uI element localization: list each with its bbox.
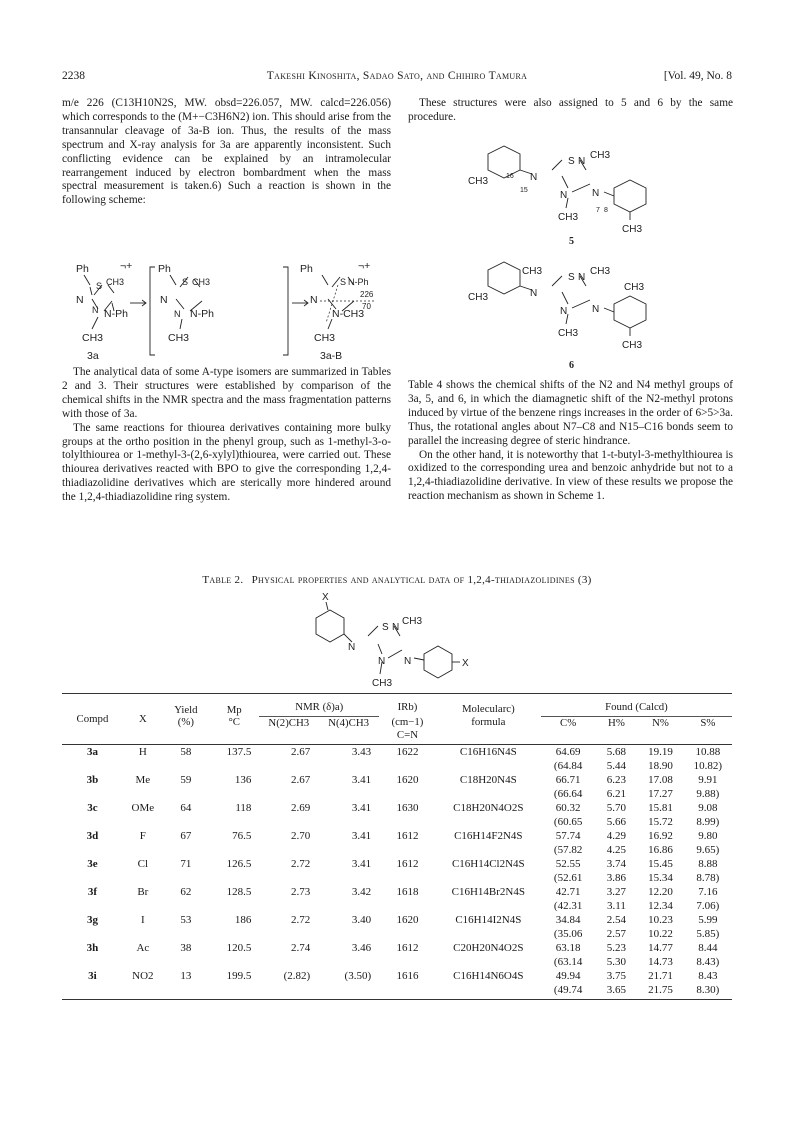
- table-bottom-rule: [62, 999, 732, 1000]
- s5-n-2: N: [578, 156, 586, 167]
- cell-compd: 3g: [86, 913, 98, 926]
- th-mp-unit: °C: [228, 716, 240, 729]
- cell-ch: 5.30: [606, 955, 627, 968]
- cell-mp: 128.5: [226, 885, 252, 898]
- cell-cc: (35.06: [553, 927, 583, 940]
- cell-n2: 2.67: [290, 773, 311, 786]
- s5-n-4: N: [592, 188, 600, 199]
- cell-cn: 21.75: [648, 983, 673, 996]
- scheme-n-5: N: [310, 294, 318, 306]
- cell-h: 3.27: [606, 885, 627, 898]
- scheme-m226: 226: [360, 290, 374, 299]
- cell-yield: 13: [180, 969, 192, 982]
- cell-n2: 2.72: [290, 857, 311, 870]
- s5-n8: 8: [604, 207, 608, 214]
- cell-x: Cl: [137, 857, 149, 870]
- cell-ir: 1618: [396, 885, 419, 898]
- table-row: [62, 941, 732, 955]
- scheme-nph-1: N-Ph: [104, 308, 128, 320]
- cell-cc: (60.65: [553, 815, 583, 828]
- cell-formula: C16H14N6O4S: [453, 969, 524, 982]
- cell-n2: 2.70: [290, 829, 311, 842]
- scheme-ph-1: Ph: [76, 263, 89, 275]
- cell-formula: C20H20N4O2S: [453, 941, 524, 954]
- s6-s: S: [568, 272, 575, 283]
- cell-compd: 3c: [87, 801, 98, 814]
- cell-mp: 120.5: [226, 941, 252, 954]
- cell-h: 5.70: [606, 801, 627, 814]
- cell-cn: 14.73: [648, 955, 673, 968]
- s6-ch3-b: CH3: [590, 266, 611, 277]
- s5-n7: 7: [596, 207, 600, 214]
- running-header: [62, 70, 732, 86]
- cell-formula: C16H16N4S: [459, 745, 517, 758]
- cell-compd: 3i: [88, 969, 97, 982]
- cell-yield: 64: [180, 801, 192, 814]
- cell-s: 10.88: [695, 745, 721, 758]
- cell-cs: 8.78): [696, 871, 720, 884]
- cell-formula: C16H14Br2N4S: [451, 885, 525, 898]
- table-2: [62, 693, 732, 1000]
- cell-cc: (52.61: [553, 871, 583, 884]
- table-row: [62, 773, 732, 787]
- cell-ch: 4.25: [606, 843, 627, 856]
- cell-yield: 38: [180, 941, 192, 954]
- scheme-ch3-4: CH3: [168, 332, 190, 344]
- cell-x: F: [139, 829, 146, 842]
- struct-s: S: [382, 622, 389, 633]
- scheme-n-1: N: [76, 294, 84, 306]
- cell-h: 5.23: [606, 941, 627, 954]
- th-c: C%: [541, 716, 596, 729]
- cell-s: 9.91: [698, 773, 718, 786]
- s5-ch3-d: CH3: [622, 224, 643, 235]
- mass-fragmentation-scheme: [62, 255, 392, 365]
- table-row-calcd: [62, 927, 732, 941]
- th-yield: Yield: [174, 704, 198, 716]
- cell-mp: 186: [234, 913, 252, 926]
- cell-n2: 2.69: [290, 801, 311, 814]
- cell-s: 9.80: [698, 829, 718, 842]
- s6-ch3-d: CH3: [622, 340, 643, 351]
- cell-cs: 9.88): [696, 787, 720, 800]
- cell-cn: 17.27: [648, 787, 673, 800]
- cell-ch: 3.86: [606, 871, 627, 884]
- cell-mp: 137.5: [226, 745, 252, 758]
- th-n4ch3: N(4)CH3: [318, 716, 379, 729]
- cell-cs: 8.99): [696, 815, 720, 828]
- cell-s: 8.44: [698, 941, 718, 954]
- cell-cs: 8.43): [696, 955, 720, 968]
- cell-s: 5.99: [698, 913, 718, 926]
- th-found: Found (Calcd): [605, 700, 668, 713]
- table-row: [62, 913, 732, 927]
- cell-h: 6.23: [606, 773, 627, 786]
- cell-cc: (49.74: [553, 983, 583, 996]
- authors: Takeshi Kinoshita, Sadao Sato, and Chihiro Tamura: [266, 70, 528, 82]
- s5-n15: 15: [520, 187, 528, 194]
- th-nmr: NMR (δ)a): [295, 700, 344, 713]
- s6-ch3-f: CH3: [624, 282, 645, 293]
- cell-s: 8.88: [698, 857, 718, 870]
- cell-c: 66.71: [555, 773, 581, 786]
- table-2-caption: Table 2. Physical properties and analytical data of 1,2,4-thiadiazolidines (3): [202, 574, 592, 586]
- table-row: [62, 744, 732, 759]
- cell-cs: 10.82): [693, 759, 723, 772]
- cell-cc: (63.14: [553, 955, 583, 968]
- cell-ir: 1616: [396, 969, 419, 982]
- cell-mp: 76.5: [232, 829, 252, 842]
- cell-n: 16.92: [648, 829, 673, 842]
- structure-6: [468, 254, 688, 372]
- scheme-label-3a-b: 3a-B: [320, 350, 343, 362]
- struct-x-right: X: [462, 658, 469, 669]
- cell-n4: 3.41: [351, 773, 372, 786]
- table-row: [62, 829, 732, 843]
- scheme-nch3: N-CH3: [332, 308, 365, 320]
- cell-n: 17.08: [648, 773, 673, 786]
- cell-c: 63.18: [555, 941, 581, 954]
- cell-cn: 10.22: [648, 927, 673, 940]
- cell-n: 10.23: [648, 913, 673, 926]
- cell-ir: 1622: [396, 745, 419, 758]
- cell-formula: C18H20N4S: [459, 773, 517, 786]
- cell-ir: 1612: [396, 941, 419, 954]
- cell-x: Ac: [136, 941, 150, 954]
- cell-c: 49.94: [555, 969, 581, 982]
- cell-n: 14.77: [648, 941, 673, 954]
- cell-x: OMe: [131, 801, 155, 814]
- cell-formula: C16H14Cl2N4S: [451, 857, 525, 870]
- scheme-radical-1: ¬+: [120, 260, 133, 272]
- table-row-calcd: [62, 983, 732, 997]
- scheme-n-4: N: [174, 309, 181, 319]
- cell-x: Me: [135, 773, 151, 786]
- cell-c: 64.69: [555, 745, 581, 758]
- cell-formula: C16H14I2N4S: [455, 913, 522, 926]
- cell-yield: 59: [180, 773, 192, 786]
- cell-s: 8.43: [698, 969, 718, 982]
- cell-n4: 3.41: [351, 801, 372, 814]
- cell-compd: 3d: [86, 829, 99, 842]
- th-n2ch3: N(2)CH3: [259, 716, 318, 729]
- cell-h: 5.68: [606, 745, 627, 758]
- th-mf2: formula: [471, 716, 506, 729]
- cell-c: 52.55: [555, 857, 581, 870]
- cell-c: 42.71: [555, 885, 581, 898]
- s6-ch3-c: CH3: [558, 328, 579, 339]
- cell-x: NO2: [132, 969, 154, 982]
- volume-info: [Vol. 49, No. 8: [663, 70, 732, 82]
- scheme-ch3-2: CH3: [82, 332, 104, 344]
- th-mp: Mp: [226, 704, 242, 716]
- s5-ch3-a: CH3: [468, 176, 489, 187]
- scheme-n-2: N: [92, 305, 99, 315]
- cell-compd: 3h: [86, 941, 99, 954]
- cell-compd: 3e: [87, 857, 98, 870]
- cell-s: 7.16: [698, 885, 718, 898]
- cell-mp: 136: [234, 773, 252, 786]
- th-mf: Molecularc): [461, 703, 515, 715]
- scheme-s-3: S: [340, 277, 347, 287]
- th-yield-unit: (%): [177, 716, 194, 729]
- cell-n: 21.71: [648, 969, 673, 982]
- scheme-label-3a: 3a: [87, 350, 99, 362]
- scheme-ch3-1: CH3: [106, 277, 125, 287]
- cell-x: I: [141, 913, 145, 926]
- s6-n-1: N: [530, 288, 538, 299]
- cell-compd: 3a: [86, 745, 98, 758]
- s5-n-1: N: [530, 172, 538, 183]
- table-row: [62, 857, 732, 871]
- cell-ch: 5.66: [606, 815, 627, 828]
- cell-ch: 3.65: [606, 983, 627, 996]
- cell-yield: 53: [180, 913, 192, 926]
- cell-ch: 5.44: [606, 759, 627, 772]
- cell-n: 15.45: [648, 857, 673, 870]
- cell-ch: 2.57: [606, 927, 627, 940]
- table-row-calcd: [62, 955, 732, 969]
- s6-ch3-e: CH3: [522, 266, 543, 277]
- cell-ch: 3.11: [607, 899, 626, 912]
- cell-x: Br: [137, 885, 149, 898]
- cell-compd: 3b: [86, 773, 99, 786]
- cell-n: 12.20: [648, 885, 673, 898]
- s5-ch3-c: CH3: [558, 212, 579, 223]
- table-row-calcd: [62, 759, 732, 773]
- cell-cc: (57.82: [553, 843, 583, 856]
- cell-n: 19.19: [648, 745, 673, 758]
- table-row-calcd: [62, 787, 732, 801]
- cell-n2: 2.74: [290, 941, 311, 954]
- left-paragraphs-2: The analytical data of some A-type isomers are summarized in Tables 2 and 3. Their structures were established by comparison of the chemical shifts in the NMR spectra and the mass fragmentation patterns with those of 3a. The same reactions for thiourea derivatives containing more bulky groups at the ortho position in the phenyl group, such as 1-methyl-3-o-tolylthiourea or 1-methyl-3-(2,6-xylyl)thiourea, were carried out. These thiourea derivatives reacted with BPO to give the corresponding 1,2,4-thiadiazolidine derivatives which are sterically more hindered around the 1,2,4-thiadiazolidine ring system.: [62, 366, 391, 504]
- struct-x-top: X: [322, 592, 329, 603]
- th-ir-unit: (cm−1): [391, 716, 424, 729]
- struct-ch3-a: CH3: [402, 616, 423, 627]
- scheme-ch3-3: CH3: [192, 277, 211, 287]
- right-paragraph-1: These structures were also assigned to 5 and 6 by the same procedure.: [408, 97, 733, 123]
- cell-yield: 58: [180, 745, 192, 758]
- right-paragraphs-2: Table 4 shows the chemical shifts of the N2 and N4 methyl groups of 3a, 5, and 6, in which the diamagnetic shift of the N2-methyl protons induced by virtue of the benzene rings increases in the order of 6>5>3a. Thus, the rotational angles about N7–C8 and N15–C16 bonds seem to parallel the increasing degree of steric hindrance. On the other hand, it is noteworthy that 1-t-butyl-3-methylthiourea is oxidized to the corresponding urea and benzoic anhydride but not to a 1,2,4-thiadiazolidine derivative. In view of these results we propose the reaction mechanism as shown in Scheme 1.: [408, 379, 733, 503]
- cell-ir: 1620: [396, 913, 419, 926]
- cell-ir: 1612: [396, 857, 419, 870]
- scheme-nph-3: N-Ph: [348, 277, 369, 287]
- scheme-nph-2: N-Ph: [190, 308, 214, 320]
- cell-cs: 8.30): [696, 983, 720, 996]
- cell-formula: C16H14F2N4S: [454, 829, 523, 842]
- label-6: 6: [569, 360, 574, 371]
- s6-n-2: N: [578, 272, 586, 283]
- cell-cc: (66.64: [553, 787, 583, 800]
- cell-ir: 1612: [396, 829, 419, 842]
- cell-cn: 15.34: [648, 871, 673, 884]
- cell-n4: 3.43: [351, 745, 372, 758]
- cell-h: 3.75: [606, 969, 627, 982]
- s6-n-4: N: [592, 304, 600, 315]
- table-row: [62, 969, 732, 983]
- th-s: S%: [684, 716, 732, 729]
- th-x: X: [138, 712, 147, 725]
- page-number: 2238: [62, 70, 85, 82]
- cell-compd: 3f: [87, 885, 98, 898]
- scheme-radical-2: ¬+: [358, 260, 371, 272]
- cell-n4: 3.40: [351, 913, 372, 926]
- left-paragraph-1: m/e 226 (C13H10N2S, MW. obsd=226.057, MW. calcd=226.056) which corresponds to the (M+−C3H6N2) ion. This should arise from the transannular cleavage of 3a-B ion. Thus, the results of the mass spectrum and X-ray analysis for 3a are apparently inconsistent. Such conflicting evidence can be explained by an intramolecular rearrangement induced by electron bombardment when the mass spectral measurement is taken.6) Such a reaction is shown in the following scheme:: [62, 97, 391, 207]
- table-row-calcd: [62, 815, 732, 829]
- cell-cc: (42.31: [553, 899, 583, 912]
- cell-mp: 118: [235, 801, 252, 814]
- scheme-ch3-5: CH3: [314, 332, 336, 344]
- cell-n2: 2.73: [290, 885, 311, 898]
- th-n: N%: [637, 716, 683, 729]
- scheme-m70: 70: [362, 302, 371, 311]
- cell-n4: 3.42: [351, 885, 372, 898]
- cell-yield: 71: [180, 857, 192, 870]
- cell-n4: 3.41: [351, 829, 372, 842]
- s6-n-3: N: [560, 306, 568, 317]
- table-row-calcd: [62, 899, 732, 913]
- cell-n4: (3.50): [344, 969, 372, 982]
- cell-h: 3.74: [606, 857, 627, 870]
- s5-n-3: N: [560, 190, 568, 201]
- cell-c: 34.84: [555, 913, 581, 926]
- structure-5: [468, 138, 688, 248]
- cell-formula: C18H20N4O2S: [453, 801, 524, 814]
- table-row-calcd: [62, 871, 732, 885]
- th-h: H%: [595, 716, 637, 729]
- cell-n4: 3.46: [351, 941, 372, 954]
- cell-n2: (2.82): [283, 969, 311, 982]
- cell-cn: 15.72: [648, 815, 673, 828]
- cell-ir: 1620: [396, 773, 419, 786]
- struct-n-1: N: [392, 622, 400, 633]
- cell-yield: 67: [180, 829, 192, 842]
- th-ir-cn: C=N: [396, 728, 418, 741]
- struct-n-4: N: [404, 656, 412, 667]
- s5-s: S: [568, 156, 575, 167]
- scheme-ph-3: Ph: [300, 263, 313, 275]
- th-ir: IRb): [397, 701, 418, 713]
- cell-cc: (64.84: [553, 759, 583, 772]
- scheme-n-3: N: [160, 294, 168, 306]
- cell-c: 60.32: [555, 801, 581, 814]
- cell-h: 4.29: [606, 829, 627, 842]
- scheme-ph-2: Ph: [158, 263, 171, 275]
- scheme-s-2: S: [182, 277, 189, 287]
- s6-ch3-a: CH3: [468, 292, 489, 303]
- cell-h: 2.54: [606, 913, 627, 926]
- cell-yield: 62: [180, 885, 192, 898]
- struct-n-2: N: [348, 642, 356, 653]
- label-5: 5: [569, 236, 574, 247]
- cell-ch: 6.21: [606, 787, 627, 800]
- cell-ir: 1630: [396, 801, 419, 814]
- cell-n: 15.81: [648, 801, 673, 814]
- cell-cn: 12.34: [648, 899, 673, 912]
- s5-ch3-b: CH3: [590, 150, 611, 161]
- cell-cs: 9.65): [696, 843, 720, 856]
- s5-n16: 16: [506, 173, 514, 180]
- table-row: [62, 801, 732, 815]
- cell-cs: 7.06): [696, 899, 720, 912]
- struct-ch3-b: CH3: [372, 678, 393, 689]
- table-2-structure: [306, 590, 496, 690]
- table-row-calcd: [62, 843, 732, 857]
- cell-cs: 5.85): [696, 927, 720, 940]
- cell-mp: 199.5: [226, 969, 252, 982]
- cell-s: 9.08: [698, 801, 718, 814]
- cell-n2: 2.72: [290, 913, 311, 926]
- cell-x: H: [138, 745, 147, 758]
- cell-n2: 2.67: [290, 745, 311, 758]
- cell-n4: 3.41: [351, 857, 372, 870]
- cell-cn: 18.90: [648, 759, 673, 772]
- table-row: [62, 885, 732, 899]
- cell-cn: 16.86: [648, 843, 673, 856]
- scheme-s-1: S: [96, 281, 103, 291]
- cell-c: 57.74: [555, 829, 581, 842]
- struct-n-3: N: [378, 656, 386, 667]
- cell-mp: 126.5: [226, 857, 252, 870]
- th-compd: Compd: [76, 712, 109, 725]
